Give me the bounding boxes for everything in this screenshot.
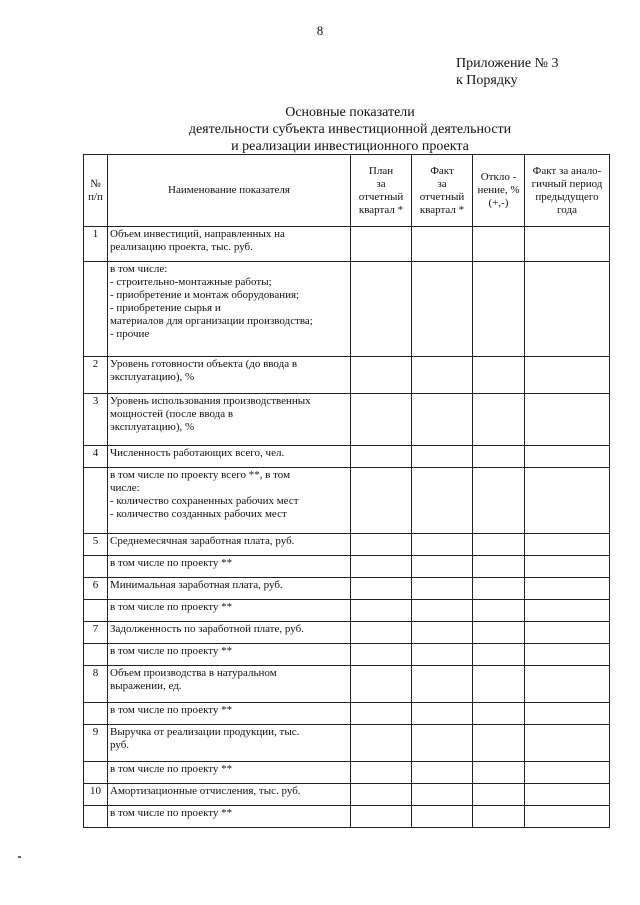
deviation-cell[interactable]	[473, 394, 525, 446]
appendix-reference	[456, 55, 559, 89]
plan-cell[interactable]	[351, 762, 412, 784]
row-number: 1	[84, 227, 108, 262]
deviation-cell[interactable]	[473, 446, 525, 468]
fact-cell[interactable]	[412, 227, 473, 262]
indicator-name: Амортизационные отчисления, тыс. руб.	[108, 784, 351, 806]
plan-cell[interactable]	[351, 227, 412, 262]
prev-year-cell[interactable]	[525, 394, 610, 446]
deviation-cell[interactable]	[473, 468, 525, 534]
prev-year-cell[interactable]	[525, 227, 610, 262]
fact-cell[interactable]	[412, 622, 473, 644]
plan-cell[interactable]	[351, 262, 412, 357]
header-plan: План за отчетный квартал *	[351, 155, 412, 227]
table-row	[84, 394, 610, 446]
prev-year-cell[interactable]	[525, 622, 610, 644]
indicator-name: Объем инвестиций, направленных на реализацию проекта, тыс. руб.	[108, 227, 351, 262]
fact-cell[interactable]	[412, 644, 473, 666]
plan-cell[interactable]	[351, 622, 412, 644]
scan-mark	[18, 856, 21, 858]
row-number: 5	[84, 534, 108, 556]
prev-year-cell[interactable]	[525, 468, 610, 534]
table-header-row	[84, 155, 610, 227]
row-number	[84, 262, 108, 357]
fact-cell[interactable]	[412, 394, 473, 446]
deviation-cell[interactable]	[473, 666, 525, 703]
fact-cell[interactable]	[412, 446, 473, 468]
table-row	[84, 762, 610, 784]
deviation-cell[interactable]	[473, 600, 525, 622]
document-title	[150, 104, 550, 155]
indicator-name: в том числе по проекту всего **, в том числе: - количество сохраненных рабочих мест - количество созданных рабочих мест	[108, 468, 351, 534]
row-number	[84, 806, 108, 828]
deviation-cell[interactable]	[473, 227, 525, 262]
deviation-cell[interactable]	[473, 703, 525, 725]
header-number: № п/п	[84, 155, 108, 227]
plan-cell[interactable]	[351, 357, 412, 394]
table-row	[84, 703, 610, 725]
table-row	[84, 578, 610, 600]
appendix-line-2: к Порядку	[456, 73, 518, 88]
table-row	[84, 600, 610, 622]
indicator-name: в том числе по проекту **	[108, 556, 351, 578]
plan-cell[interactable]	[351, 806, 412, 828]
deviation-cell[interactable]	[473, 784, 525, 806]
table-row	[84, 446, 610, 468]
title-line-1: Основные показатели	[285, 105, 415, 120]
indicator-name: Уровень готовности объекта (до ввода в эксплуатацию), %	[108, 357, 351, 394]
plan-cell[interactable]	[351, 703, 412, 725]
plan-cell[interactable]	[351, 725, 412, 762]
prev-year-cell[interactable]	[525, 262, 610, 357]
prev-year-cell[interactable]	[525, 357, 610, 394]
fact-cell[interactable]	[412, 666, 473, 703]
prev-year-cell[interactable]	[525, 556, 610, 578]
prev-year-cell[interactable]	[525, 725, 610, 762]
indicators-table	[83, 154, 610, 828]
deviation-cell[interactable]	[473, 725, 525, 762]
plan-cell[interactable]	[351, 446, 412, 468]
indicator-name: в том числе по проекту **	[108, 600, 351, 622]
page-number: 8	[316, 23, 324, 38]
row-number	[84, 468, 108, 534]
table-row	[84, 806, 610, 828]
row-number: 3	[84, 394, 108, 446]
fact-cell[interactable]	[412, 357, 473, 394]
prev-year-cell[interactable]	[525, 703, 610, 725]
header-deviation: Откло - нение, % (+,-)	[473, 155, 525, 227]
fact-cell[interactable]	[412, 600, 473, 622]
fact-cell[interactable]	[412, 725, 473, 762]
deviation-cell[interactable]	[473, 578, 525, 600]
row-number	[84, 556, 108, 578]
indicator-name: Минимальная заработная плата, руб.	[108, 578, 351, 600]
deviation-cell[interactable]	[473, 556, 525, 578]
table-row	[84, 534, 610, 556]
fact-cell[interactable]	[412, 703, 473, 725]
prev-year-cell[interactable]	[525, 762, 610, 784]
table-row	[84, 622, 610, 644]
header-indicator-name: Наименование показателя	[108, 155, 351, 227]
fact-cell[interactable]	[412, 468, 473, 534]
deviation-cell[interactable]	[473, 762, 525, 784]
fact-cell[interactable]	[412, 534, 473, 556]
prev-year-cell[interactable]	[525, 666, 610, 703]
fact-cell[interactable]	[412, 578, 473, 600]
header-prev-year: Факт за анало- гичный период предыдущего года	[525, 155, 610, 227]
fact-cell[interactable]	[412, 784, 473, 806]
deviation-cell[interactable]	[473, 644, 525, 666]
row-number: 7	[84, 622, 108, 644]
table-row	[84, 784, 610, 806]
deviation-cell[interactable]	[473, 806, 525, 828]
deviation-cell[interactable]	[473, 262, 525, 357]
row-number	[84, 644, 108, 666]
table-row	[84, 644, 610, 666]
plan-cell[interactable]	[351, 578, 412, 600]
row-number: 10	[84, 784, 108, 806]
table-row	[84, 725, 610, 762]
fact-cell[interactable]	[412, 556, 473, 578]
plan-cell[interactable]	[351, 534, 412, 556]
fact-cell[interactable]	[412, 762, 473, 784]
table-row	[84, 262, 610, 357]
fact-cell[interactable]	[412, 262, 473, 357]
prev-year-cell[interactable]	[525, 806, 610, 828]
plan-cell[interactable]	[351, 468, 412, 534]
deviation-cell[interactable]	[473, 357, 525, 394]
row-number: 6	[84, 578, 108, 600]
indicator-name: Задолженность по заработной плате, руб.	[108, 622, 351, 644]
plan-cell[interactable]	[351, 784, 412, 806]
appendix-line-1: Приложение № 3	[456, 56, 559, 71]
indicator-name: Объем производства в натуральном выражении, ед.	[108, 666, 351, 703]
prev-year-cell[interactable]	[525, 644, 610, 666]
table-row	[84, 227, 610, 262]
header-fact: Факт за отчетный квартал *	[412, 155, 473, 227]
row-number: 9	[84, 725, 108, 762]
title-line-3: и реализации инвестиционного проекта	[231, 139, 469, 154]
indicator-name: в том числе по проекту **	[108, 644, 351, 666]
table-row	[84, 556, 610, 578]
plan-cell[interactable]	[351, 556, 412, 578]
indicator-name: в том числе: - строительно-монтажные работы; - приобретение и монтаж оборудования; - приобретение сырья и материалов для организации производства; - прочие	[108, 262, 351, 357]
prev-year-cell[interactable]	[525, 446, 610, 468]
indicator-name: в том числе по проекту **	[108, 806, 351, 828]
prev-year-cell[interactable]	[525, 578, 610, 600]
table-row	[84, 357, 610, 394]
indicator-name: Численность работающих всего, чел.	[108, 446, 351, 468]
prev-year-cell[interactable]	[525, 600, 610, 622]
row-number: 4	[84, 446, 108, 468]
prev-year-cell[interactable]	[525, 534, 610, 556]
deviation-cell[interactable]	[473, 534, 525, 556]
indicator-name: Выручка от реализации продукции, тыс. руб.	[108, 725, 351, 762]
fact-cell[interactable]	[412, 806, 473, 828]
indicator-name: в том числе по проекту **	[108, 762, 351, 784]
deviation-cell[interactable]	[473, 622, 525, 644]
row-number: 2	[84, 357, 108, 394]
indicator-name: Уровень использования производственных мощностей (после ввода в эксплуатацию), %	[108, 394, 351, 446]
row-number	[84, 703, 108, 725]
row-number	[84, 762, 108, 784]
plan-cell[interactable]	[351, 644, 412, 666]
row-number: 8	[84, 666, 108, 703]
plan-cell[interactable]	[351, 600, 412, 622]
row-number	[84, 600, 108, 622]
indicator-name: в том числе по проекту **	[108, 703, 351, 725]
plan-cell[interactable]	[351, 394, 412, 446]
table-row	[84, 468, 610, 534]
plan-cell[interactable]	[351, 666, 412, 703]
table-row	[84, 666, 610, 703]
indicator-name: Среднемесячная заработная плата, руб.	[108, 534, 351, 556]
prev-year-cell[interactable]	[525, 784, 610, 806]
title-line-2: деятельности субъекта инвестиционной деятельности	[188, 122, 512, 137]
